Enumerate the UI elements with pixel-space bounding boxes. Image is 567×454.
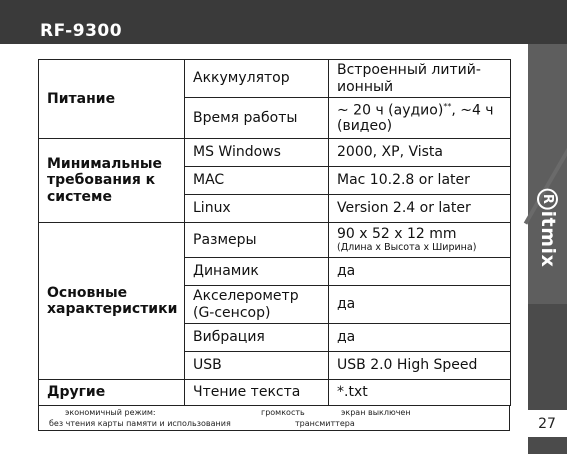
table-row [39,223,511,258]
footnote [38,405,510,431]
footnote-volume: громкость [261,408,305,417]
spec-label: Чтение текста [185,380,329,406]
footnote-screen-off: экран выключен [341,408,411,417]
model-title: RF-9300 [40,21,123,41]
table-row [39,139,511,167]
spec-label: MAC [185,167,329,195]
brand-logo [537,189,559,268]
spec-label: Аккумулятор [185,60,329,98]
spec-label: USB [185,352,329,380]
footnote-no-card: без чтения карты памяти и использования [49,419,231,428]
spec-value: да [329,286,511,324]
runtime-video: , ~4 ч (видео) [337,102,494,135]
spec-value: да [329,324,511,352]
spec-table [38,59,511,406]
runtime-audio: ~ 20 ч (аудио) [337,102,444,119]
table-row [39,380,511,406]
spec-label: Размеры [185,223,329,258]
spec-label: Акселерометр (G-сенсор) [185,286,329,324]
spec-value: 2000, XP, Vista [329,139,511,167]
spec-value: Mac 10.2.8 or later [329,167,511,195]
spec-value [329,223,511,258]
category-power: Питание [39,60,185,139]
spec-value: Version 2.4 or later [329,195,511,223]
footnote-marker: ** [443,101,452,111]
size-value: 90 x 52 x 12 mm [337,226,457,243]
spec-label: MS Windows [185,139,329,167]
table-row [39,60,511,98]
category-requirements: Минимальные требования к системе [39,139,185,223]
footnote-transmitter: трансмиттера [295,419,355,428]
logo-r-icon: R [537,189,558,210]
spec-value: да [329,258,511,286]
spec-label: Время работы [185,98,329,139]
spec-value: *.txt [329,380,511,406]
footnote-economy: экономичный режим: [65,408,156,417]
category-main: Основные характеристики [39,223,185,380]
spec-label: Динамик [185,258,329,286]
category-other: Другие [39,380,185,406]
spec-label: Вибрация [185,324,329,352]
spec-value [329,98,511,139]
spec-value: Встроенный литий-ионный [329,60,511,98]
spec-value: USB 2.0 High Speed [329,352,511,380]
spec-label: Linux [185,195,329,223]
page-number: 27 [527,410,567,437]
logo-text: itmix [537,210,559,268]
size-note: (Длина х Высота х Ширина) [337,242,477,254]
